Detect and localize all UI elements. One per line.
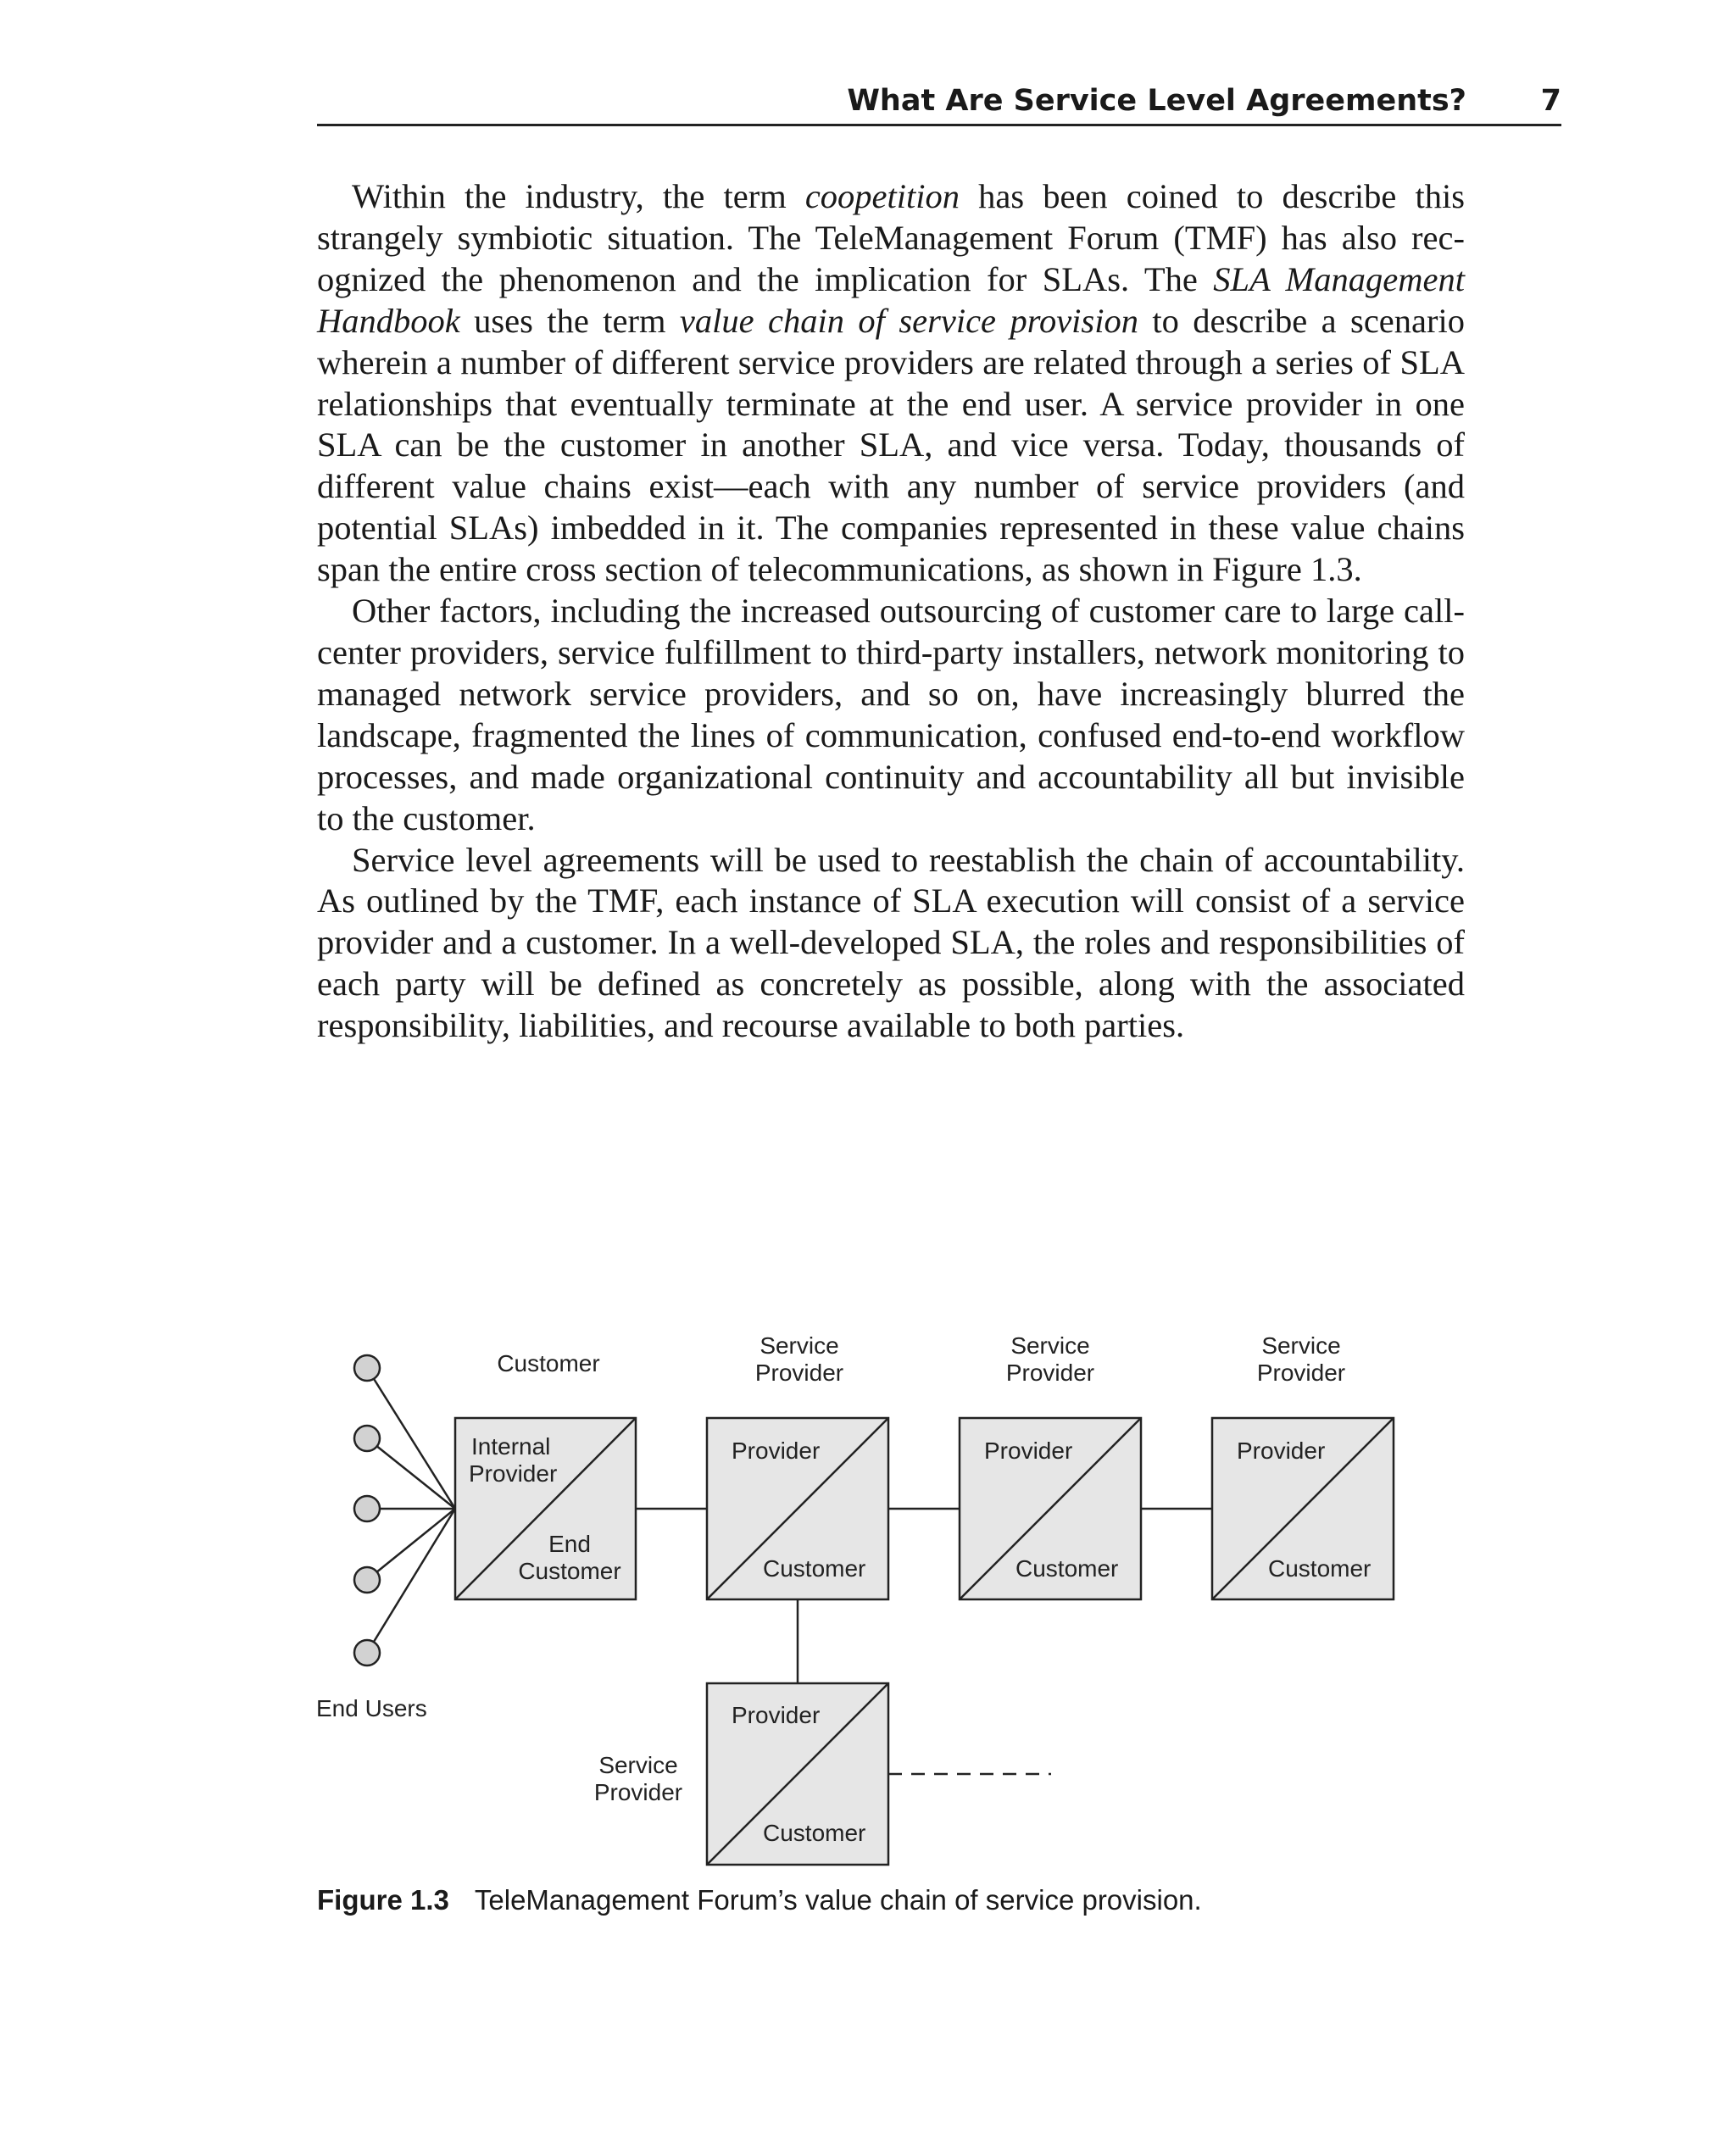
p1-text-a: Within the industry, the term bbox=[352, 177, 805, 215]
figure-value-chain bbox=[0, 1305, 1736, 1949]
internal-provider-label-line2: Provider bbox=[469, 1460, 558, 1487]
end-customer-label-line1: End bbox=[548, 1531, 591, 1557]
service-provider-heading-line1: Service bbox=[1010, 1332, 1090, 1359]
p1-term-coopetition: coopetition bbox=[804, 177, 960, 215]
paragraph-1 bbox=[317, 176, 1465, 591]
provider-label: Provider bbox=[1237, 1438, 1326, 1464]
end-user-node bbox=[354, 1496, 380, 1521]
service-provider-heading-line2: Provider bbox=[754, 1360, 844, 1386]
customer-label: Customer bbox=[763, 1555, 866, 1582]
end-user-node bbox=[354, 1567, 380, 1593]
p1-text-g: to describe a scenario wherein a number of different service providers are related through a series of SLA relationships that eventually terminate at the end user. A service provider in one SLA can be the customer in another SLA, and vice versa. Today, thousands of different value chains exist—each with any number of service providers (and potential SLAs) imbedded in it. The companies represented in these value chains span the entire cross section of telecommunications, as shown in Figure 1.3. bbox=[317, 301, 1465, 589]
p1-term-value-chain: value chain of service provision bbox=[679, 301, 1138, 340]
provider-label: Provider bbox=[732, 1438, 821, 1464]
end-customer-label-line2: Customer bbox=[518, 1558, 621, 1584]
end-user-node bbox=[354, 1426, 380, 1451]
customer-label: Customer bbox=[1015, 1555, 1119, 1582]
p1-text-e: uses the term bbox=[459, 301, 680, 340]
service-provider-heading-line2: Provider bbox=[1005, 1360, 1095, 1386]
end-user-line bbox=[367, 1438, 455, 1509]
figure-caption bbox=[317, 1883, 1504, 1917]
page-number: 7 bbox=[1540, 84, 1561, 118]
p1-text-c: has been coined to describe this strangely symbiotic situation. The TeleManagement Forum (TMF) has also recognized the phenomenon and the implication for SLAs. The bbox=[317, 177, 1465, 298]
internal-provider-label-line1: Internal bbox=[471, 1433, 551, 1460]
customer-label: Customer bbox=[1268, 1555, 1372, 1582]
paragraph-2: Other factors, including the increased outsourcing of customer care to large call-center providers, service fulfillment to third-party installers, network monitoring to managed network service providers, and so on, have increasingly blurred the landscape, fragmented the lines of communication, confused end-to-end workflow processes, and made organizational continuity and accountability all but invisible to the customer. bbox=[317, 592, 1465, 837]
caption-label: Figure 1.3 bbox=[317, 1884, 449, 1916]
service-provider-heading-line1: Service bbox=[760, 1332, 839, 1359]
end-users-label: End Users bbox=[316, 1695, 427, 1721]
end-user-line bbox=[367, 1509, 455, 1580]
bottom-service-provider-line1: Service bbox=[598, 1752, 678, 1778]
provider-label: Provider bbox=[732, 1702, 821, 1728]
end-user-node bbox=[354, 1640, 380, 1666]
customer-heading: Customer bbox=[497, 1350, 600, 1376]
value-chain-diagram bbox=[0, 1305, 1736, 1949]
service-provider-heading-line2: Provider bbox=[1256, 1360, 1346, 1386]
p1-book-title: SLA Management Handbook bbox=[317, 259, 1465, 340]
paragraph-3: Service level agreements will be used to reestablish the chain of accountability. As outlined by the TMF, each instance of SLA execution will consist of a service provider and a customer. In a well-developed SLA, the roles and responsibilities of each party will be defined as concretely as possible, along with the associated responsibility, liabilities, and recourse available to both parties. bbox=[317, 840, 1465, 1045]
provider-label: Provider bbox=[984, 1438, 1073, 1464]
bottom-service-provider-line2: Provider bbox=[593, 1779, 683, 1805]
body-text bbox=[317, 176, 1465, 1047]
header-title: What Are Service Level Agreements? bbox=[847, 84, 1466, 118]
caption-text: TeleManagement Forum’s value chain of service provision. bbox=[474, 1884, 1202, 1916]
service-provider-heading-line1: Service bbox=[1261, 1332, 1341, 1359]
running-header bbox=[317, 81, 1561, 126]
end-user-node bbox=[354, 1355, 380, 1381]
customer-label: Customer bbox=[763, 1820, 866, 1846]
